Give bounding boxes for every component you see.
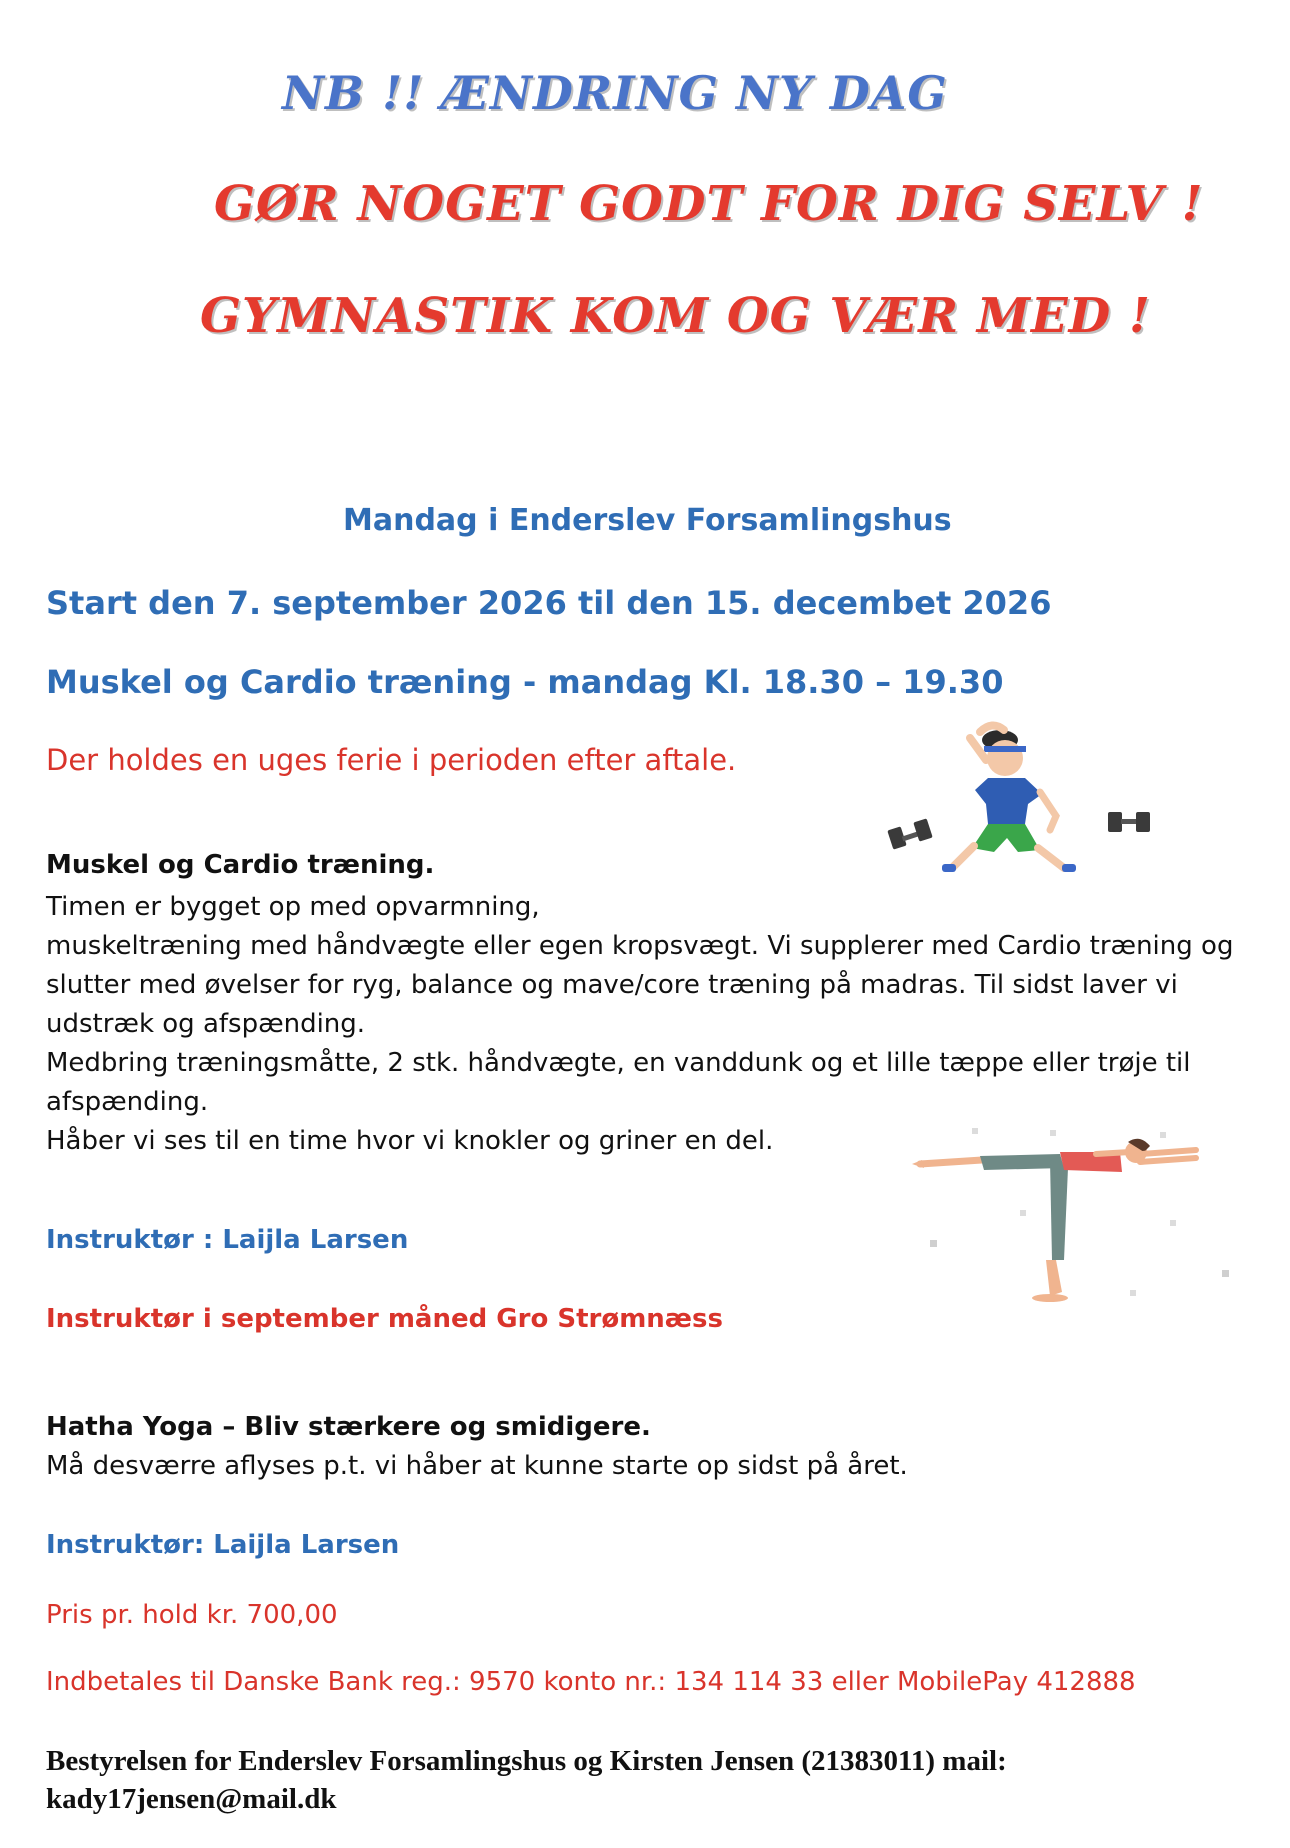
weightlifter-illustration	[880, 720, 1180, 880]
september-instructor: Instruktør i september måned Gro Strømnæss	[46, 1304, 723, 1334]
muskel-line: afspænding.	[46, 1087, 209, 1117]
yoga-heading: Hatha Yoga – Bliv stærkere og smidigere.	[46, 1412, 651, 1442]
yoga-instructor: Instruktør: Laijla Larsen	[46, 1530, 400, 1560]
muskel-line: udstræk og afspænding.	[46, 1009, 366, 1039]
yoga-text: Må desværre aflyses p.t. vi håber at kunne starte op sidst på året.	[46, 1451, 908, 1481]
muskel-line: Håber vi ses til en time hvor vi knokler og griner en del.	[46, 1126, 774, 1156]
price-text: Pris pr. hold kr. 700,00	[46, 1600, 338, 1630]
contact-line: Bestyrelsen for Enderslev Forsamlingshus og Kirsten Jensen (21383011) mail:	[46, 1745, 1007, 1777]
headline-change-notice: NB !! ÆNDRING NY DAG	[282, 66, 948, 120]
muskel-line: Timen er bygget op med opvarmning,	[46, 892, 540, 922]
muskel-line: slutter med øvelser for ryg, balance og mave/core træning på madras. Til sidst laver vi	[46, 970, 1178, 1000]
holiday-note: Der holdes en uges ferie i perioden efter aftale.	[46, 743, 737, 777]
schedule-text: Muskel og Cardio træning - mandag Kl. 18.30 – 19.30	[46, 663, 1004, 701]
dumbbell-right-icon	[1108, 812, 1150, 832]
period-text: Start den 7. september 2026 til den 15. decembet 2026	[46, 584, 1052, 622]
contact-email: kady17jensen@mail.dk	[46, 1783, 337, 1815]
muskel-line: Medbring træningsmåtte, 2 stk. håndvægte, en vanddunk og et lille tæppe eller trøje til	[46, 1048, 1191, 1078]
muskel-line: muskeltræning med håndvægte eller egen kropsvægt. Vi supplerer med Cardio træning og	[46, 931, 1234, 961]
contact-block	[46, 1742, 1007, 1818]
payment-text: Indbetales til Danske Bank reg.: 9570 konto nr.: 134 114 33 eller MobilePay 412888	[46, 1667, 1136, 1697]
muskel-heading: Muskel og Cardio træning.	[46, 850, 435, 880]
yoga-warrior-illustration	[900, 1120, 1240, 1310]
headline-gymnastics: GYMNASTIK KOM OG VÆR MED !	[200, 288, 1151, 344]
venue-title: Mandag i Enderslev Forsamlingshus	[343, 503, 952, 538]
muskel-instructor: Instruktør : Laijla Larsen	[46, 1225, 409, 1255]
headline-do-something: GØR NOGET GODT FOR DIG SELV !	[214, 176, 1204, 232]
dumbbell-left-icon	[887, 818, 932, 849]
